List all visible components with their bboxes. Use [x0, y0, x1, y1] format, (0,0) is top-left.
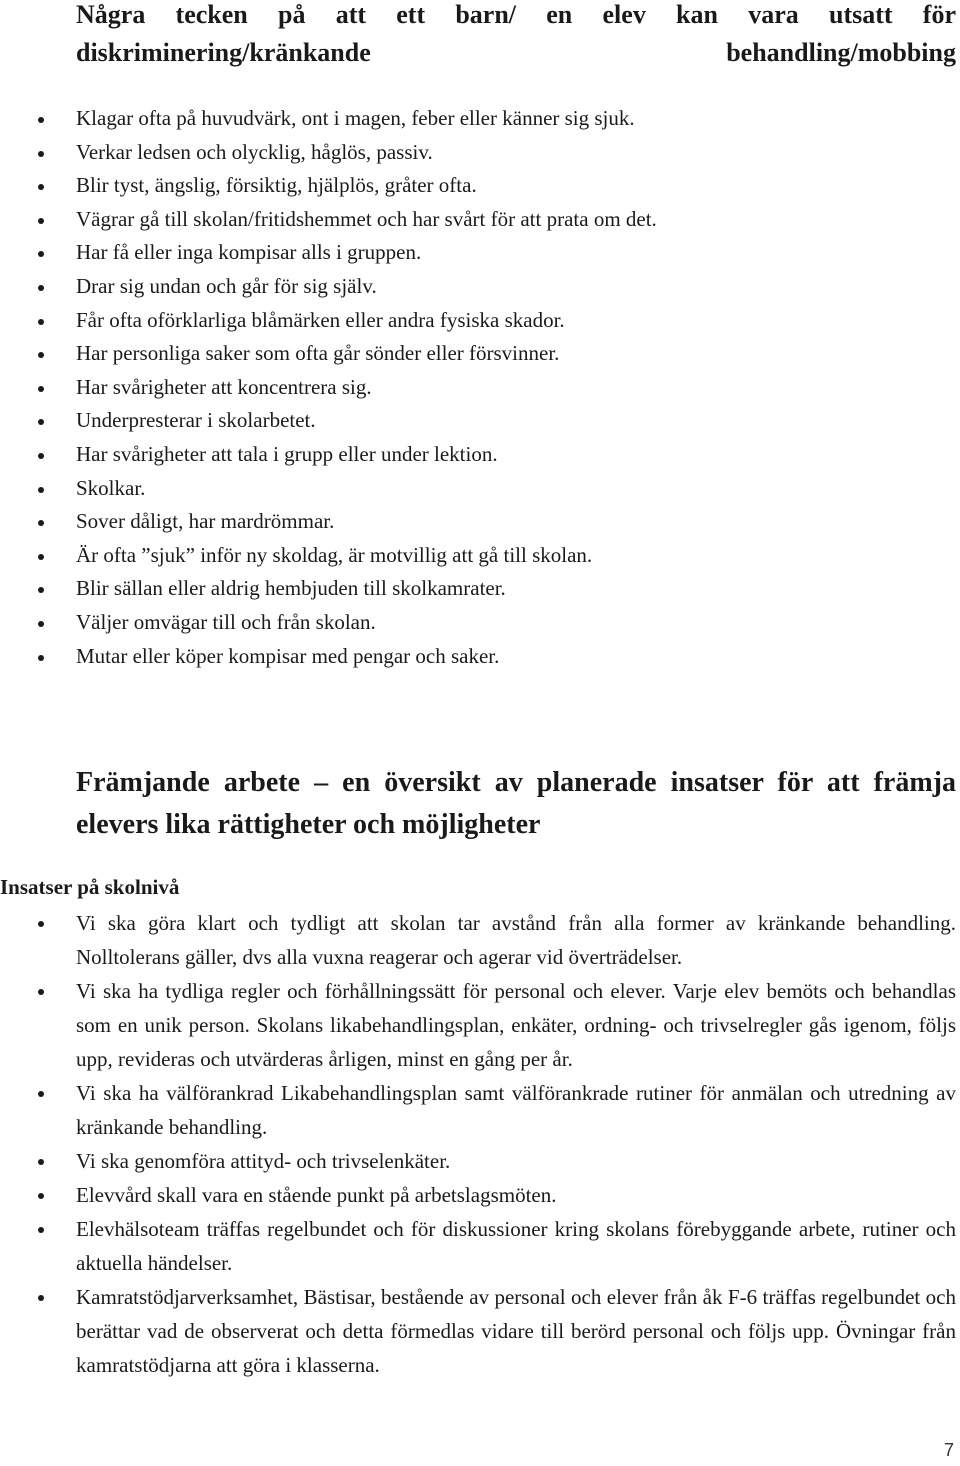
- bullet-icon: [38, 621, 44, 627]
- list-item-text: Vi ska genomföra attityd- och trivselenkäter.: [76, 1149, 451, 1173]
- list-item-text: Verkar ledsen och olycklig, håglös, passiv.: [76, 139, 433, 164]
- list-item-text: Elevvård skall vara en stående punkt på arbetslagsmöten.: [76, 1183, 557, 1207]
- list-item: [0, 539, 960, 573]
- list-item-text: Blir sällan eller aldrig hembjuden till skolkamrater.: [76, 576, 506, 601]
- bullet-icon: [38, 487, 44, 493]
- list-item: [0, 974, 956, 1076]
- bullet-icon: [38, 1159, 44, 1165]
- bullet-icon: [38, 285, 44, 291]
- list-item-text: Sover dåligt, har mardrömmar.: [76, 509, 335, 534]
- list-item: [0, 606, 960, 640]
- signs-list: [0, 102, 960, 673]
- bullet-icon: [38, 419, 44, 425]
- bullet-icon: [38, 386, 44, 392]
- bullet-icon: [38, 587, 44, 593]
- list-item-text: Kamratstödjarverksamhet, Bästisar, bestående av personal och elever från åk F-6 träffas regelbundet och berättar vad de observerat och detta förmedlas vidare till berörd personal och följs upp. Övningar från kamratstödjarna att göra i klasserna.: [76, 1285, 956, 1377]
- list-item-text: Väljer omvägar till och från skolan.: [76, 609, 376, 634]
- bullet-icon: [38, 921, 44, 927]
- bullet-icon: [38, 655, 44, 661]
- list-item: [0, 1144, 956, 1178]
- subheading-school-level: Insatser på skolnivå: [0, 875, 180, 899]
- list-item: [0, 1076, 956, 1144]
- list-item: [0, 472, 960, 506]
- heading-line-1: Några tecken på att ett barn/ en elev kan vara utsatt för: [76, 0, 956, 29]
- list-item: [0, 270, 960, 304]
- list-item-text: Vägrar gå till skolan/fritidshemmet och har svårt för att prata om det.: [76, 206, 657, 231]
- list-item: [0, 304, 960, 338]
- list-item-text: Klagar ofta på huvudvärk, ont i magen, feber eller känner sig sjuk.: [76, 106, 635, 130]
- bullet-icon: [38, 218, 44, 224]
- list-item-text: Vi ska ha välförankrad Likabehandlingsplan samt välförankrade rutiner för anmälan och utredning av kränkande behandling.: [76, 1081, 956, 1139]
- bullet-icon: [38, 319, 44, 325]
- list-item: [0, 371, 960, 405]
- heading-line-2: diskriminering/kränkande behandling/mobbing: [76, 38, 956, 67]
- list-item: [0, 102, 960, 136]
- bullet-icon: [38, 184, 44, 190]
- bullet-icon: [38, 1295, 44, 1301]
- list-item-text: Vi ska ha tydliga regler och förhållningssätt för personal och elever. Varje elev bemöts och behandlas som en unik person. Skolans likabehandlingsplan, enkäter, ordning- och trivselregler gås igenom, följs upp, revideras och utvärderas årligen, minst en gång per år.: [76, 979, 956, 1071]
- list-item: [0, 505, 960, 539]
- list-item: [0, 337, 960, 371]
- bullet-icon: [38, 352, 44, 358]
- list-item: [0, 1178, 956, 1212]
- bullet-icon: [38, 117, 44, 123]
- list-item-text: Har svårigheter att koncentrera sig.: [76, 374, 372, 399]
- bullet-icon: [38, 989, 44, 995]
- list-item-text: Får ofta oförklarliga blåmärken eller andra fysiska skador.: [76, 307, 565, 332]
- list-item-text: Är ofta ”sjuk” inför ny skoldag, är motvillig att gå till skolan.: [76, 542, 593, 567]
- list-item-text: Mutar eller köper kompisar med pengar och saker.: [76, 643, 500, 668]
- list-item: [0, 640, 960, 674]
- section-heading-signs: [76, 0, 956, 72]
- list-item-text: Underpresterar i skolarbetet.: [76, 408, 316, 433]
- list-item: [0, 136, 960, 170]
- list-item-text: Vi ska göra klart och tydligt att skolan tar avstånd från alla former av kränkande behandling. Nolltolerans gäller, dvs alla vuxna reagerar och agerar vid överträdelser.: [76, 911, 956, 969]
- bullet-icon: [38, 151, 44, 157]
- list-item: [0, 236, 960, 270]
- list-item-text: Har svårigheter att tala i grupp eller under lektion.: [76, 441, 498, 466]
- list-item-text: Har personliga saker som ofta går sönder eller försvinner.: [76, 341, 560, 366]
- bullet-icon: [38, 554, 44, 560]
- measures-list: [0, 906, 956, 1382]
- list-item: [0, 572, 960, 606]
- bullet-icon: [38, 1227, 44, 1233]
- list-item: [0, 1212, 956, 1280]
- list-item-text: Drar sig undan och går för sig själv.: [76, 273, 377, 298]
- list-item: [0, 404, 960, 438]
- page-number: 7: [943, 1440, 954, 1460]
- list-item: [0, 906, 956, 974]
- list-item: [0, 203, 960, 237]
- list-item-text: Har få eller inga kompisar alls i gruppen.: [76, 240, 422, 265]
- list-item: [0, 169, 960, 203]
- bullet-icon: [38, 520, 44, 526]
- bullet-icon: [38, 1193, 44, 1199]
- list-item-text: Blir tyst, ängslig, försiktig, hjälplös, gråter ofta.: [76, 173, 477, 198]
- section-heading-promotion: Främjande arbete – en översikt av planerade insatser för att främja elevers lika rättigheter och möjligheter: [76, 767, 956, 840]
- list-item: [0, 1280, 956, 1382]
- bullet-icon: [38, 453, 44, 459]
- list-item: [0, 438, 960, 472]
- list-item-text: Skolkar.: [76, 475, 146, 500]
- list-item-text: Elevhälsoteam träffas regelbundet och för diskussioner kring skolans förebyggande arbete, rutiner och aktuella händelser.: [76, 1217, 956, 1275]
- bullet-icon: [38, 251, 44, 257]
- bullet-icon: [38, 1091, 44, 1097]
